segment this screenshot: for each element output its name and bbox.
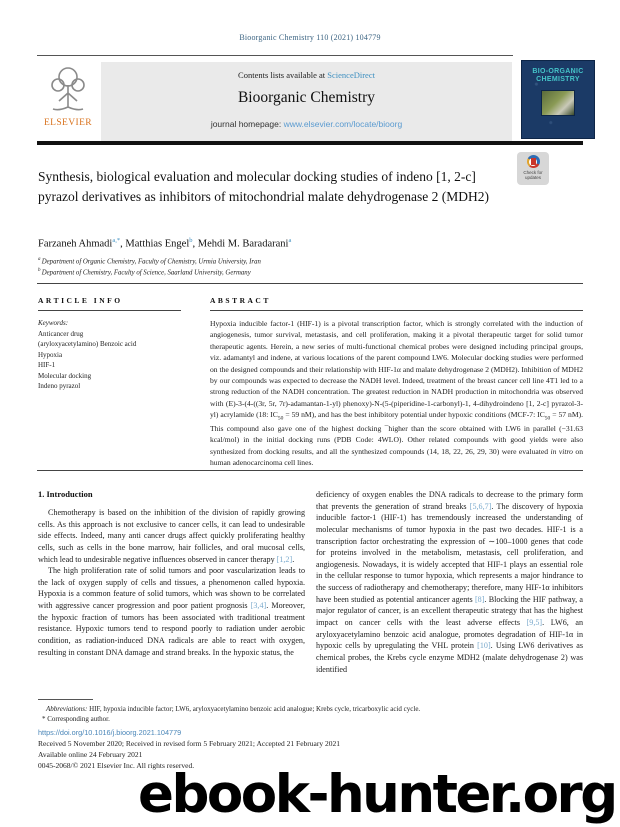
check-for-updates-badge[interactable] xyxy=(517,152,549,185)
journal-citation: Bioorganic Chemistry 110 (2021) 104779 xyxy=(239,33,381,42)
cover-title-line1: BIO-ORGANIC xyxy=(532,68,584,75)
elsevier-wordmark: ELSEVIER xyxy=(43,118,93,128)
doi-link[interactable]: https://doi.org/10.1016/j.bioorg.2021.104779 xyxy=(38,728,182,737)
divider xyxy=(210,310,583,311)
corresponding-author-note: * Corresponding author. xyxy=(42,715,110,723)
cover-title-line2: CHEMISTRY xyxy=(536,76,580,84)
footnote-divider xyxy=(38,699,93,700)
divider xyxy=(38,310,181,311)
journal-masthead-panel xyxy=(101,62,512,141)
keywords-label: Keywords: xyxy=(38,319,69,327)
crossmark-bookmark-icon xyxy=(531,158,536,165)
author-line: Farzaneh Ahmadi$^{a,*}$, Matthias Engel$^b$, Mehdi M. Baradarani$^a$ xyxy=(38,237,292,250)
divider xyxy=(37,55,513,56)
abstract-heading: ABSTRACT xyxy=(210,296,271,305)
intro-left-column xyxy=(38,507,305,658)
article-info-heading: ARTICLE INFO xyxy=(38,296,123,305)
contents-line xyxy=(101,70,512,80)
copyright-line: 0045-2068/© 2021 Elsevier Inc. All rights reserved. xyxy=(38,761,195,770)
divider xyxy=(37,283,583,284)
keyword-item: Indeno pyrazol xyxy=(38,382,81,390)
available-online: Available online 24 February 2021 xyxy=(38,750,143,759)
affiliation-a: $^a$ Department of Organic Chemistry, Faculty of Chemistry, Urmia University, Iran xyxy=(38,257,261,266)
abbreviations-note: Abbreviations: HIF, hypoxia inducible factor; LW6, aryloxyacetylamino benzoic acid analogue; Krebs cycle, tricarboxylic acid cycle. xyxy=(46,705,421,713)
article-title: Synthesis, biological evaluation and molecular docking studies of indeno [1, 2-c] pyrazol derivatives as inhibitors of mitochondrial malate dehydrogenase 2 (MDH2) xyxy=(38,169,489,205)
homepage-line xyxy=(101,119,512,129)
journal-cover xyxy=(521,60,595,139)
intro-right-column xyxy=(316,489,583,675)
elsevier-logo xyxy=(37,63,99,143)
check-for-updates-label: Check for updates xyxy=(523,170,543,181)
introduction-heading: 1. Introduction xyxy=(38,489,93,499)
received-dates: Received 5 November 2020; Received in revised form 5 February 2021; Accepted 21 February 2021 xyxy=(38,739,340,748)
journal-title: Bioorganic Chemistry xyxy=(237,89,376,106)
keyword-item: (aryloxyacetylamino) Benzoic acid xyxy=(38,340,137,348)
intro-paragraph: The high proliferation rate of solid tumors and poor vascularization leads to the lack of oxygen supply of cells and tissues, a phenomenon called hypoxia. Hypoxia is a common feature of solid tumors, which was shown to be correlated with aggressive cancer progression and poor patient prognosis [3,4]. Moreover, the hypoxic fraction of tumors has been associated with traditional treatment resistance. Hypoxic tumors tend to respond poorly to radiation under aerobic condition, as radiation-induced DNA radicals are able to react with oxygen, resulting in constant DNA damage and strand breaks. In the hypoxic status, the xyxy=(38,566,305,657)
intro-paragraph: deficiency of oxygen enables the DNA radicals to decrease to the primary form that prevents the generation of strand breaks [5,6,7]. The discovery of hypoxia inducible factor-1 (HIF-1) has tremendously increased the understanding of molecular mechanisms of tumor hypoxia in the past two decades. HIF-1 is a transcription factor orchestrating the expression of ∼100–1000 genes that code for proteins involved in the metabolism, metastasis, cell proliferation, and angiogenesis. Nowadays, it is widely accepted that HIF-1 plays an essential role in the cellular response to tumor hypoxia, which represents a major hindrance to the success of radiotherapy and chemotherapy; therefore, many HIF-1α inhibitors have been studied as potential anticancer agents [8]. Blocking the HIF pathway, a major regulator of cancer, is an excellent therapeutic strategy that has the highest impact on cancer cells with the least adverse effects [9,5]. LW6, an aryloxyacetylamino benzoic acid analogue, promotes degradation of HIF-1α in hypoxic cells by upregulating the VHL protein [10]. Using LW6 derivatives as chemical probes, the Krebs cycle enzyme MDH2 (malate dehydrogenase 2) was identified xyxy=(316,490,583,674)
ebook-hunter-watermark: ebook-hunter.org xyxy=(138,764,616,825)
cover-artwork xyxy=(541,90,575,116)
abstract-text: Hypoxia inducible factor-1 (HIF-1) is a pivotal transcription factor, which is strongly correlated with the induction of angiogenesis, tumor survival, metastasis, and cell proliferation, making it a pivotal therapeutic target for solid tumor therapeutic agents. Herein, a new series of multi-functional chemical probes were designed including principal groups, viz. adamantyl and indene, at various locations of the parent compound LW6. Molecular docking studies were performed on the designed compounds and their relationship with HIF-1α and malate dehydrogenase 2 (MDH2). Inhibition of MDH2 by our compounds was expected to decrease the NADH level. Indeed, treatment of the breast cancer cell line 4T1 led to a strong reduction of the NADH concentration. The greatest reduction in NADH production in mitochondria was observed with (E)-3-(4-((3r, 5r, 7r)-adamantan-1-yl) phenoxy)-N-(5-(piperidine-1-carbonyl)-1, 4-dihydroindeno [1, 2-c] pyrazol-3-yl) acrylamide (18: $IC_{50} = 59$ nM), and has the best inhibitory potential under hypoxic conditions (MCF-7: $IC_{50} = 57$ nM). This compound also gave one of the highest docking ¯higher than the score obtained with LW6 in parallel (−31.63 kcal/mol) in the initial docking runs (PDB Code: 4WLO). Other related compounds with good yields were also synthesized from docking results, and all the synthesized compounds (14, 18, 22, 26, 29, 30) were evaluated in vitro on human adenocarcinoma cell lines. xyxy=(210,319,583,468)
homepage-link[interactable]: www.elsevier.com/locate/bioorg xyxy=(283,119,403,129)
keyword-item: HIF-1 xyxy=(38,361,56,369)
divider xyxy=(37,141,583,145)
keyword-item: Molecular docking xyxy=(38,371,92,380)
elsevier-tree-icon xyxy=(45,63,91,117)
intro-paragraph: Chemotherapy is based on the inhibition of the division of rapidly growing cells. As this approach is not exclusive to cancer cells, it can lead to undesirable side effects. Indeed, many anti cancer drugs affect quickly proliferating healthy cells, such as cells in the bone marrow, hair follicles, and oral mucosal cells, which lead to undesirable negative influences observed in cancer therapy [1,2]. xyxy=(38,508,305,564)
divider xyxy=(37,470,583,471)
keyword-item: Anticancer drug xyxy=(38,329,84,338)
homepage-label: journal homepage: xyxy=(210,119,284,129)
affiliations xyxy=(38,256,558,279)
sciencedirect-link[interactable]: ScienceDirect xyxy=(327,70,375,80)
keywords-block xyxy=(38,318,188,392)
affiliation-b: $^b$ Department of Chemistry, Faculty of Science, Saarland University, Germany xyxy=(38,268,251,277)
contents-prefix: Contents lists available at xyxy=(238,70,328,80)
keyword-item: Hypoxia xyxy=(38,350,63,359)
